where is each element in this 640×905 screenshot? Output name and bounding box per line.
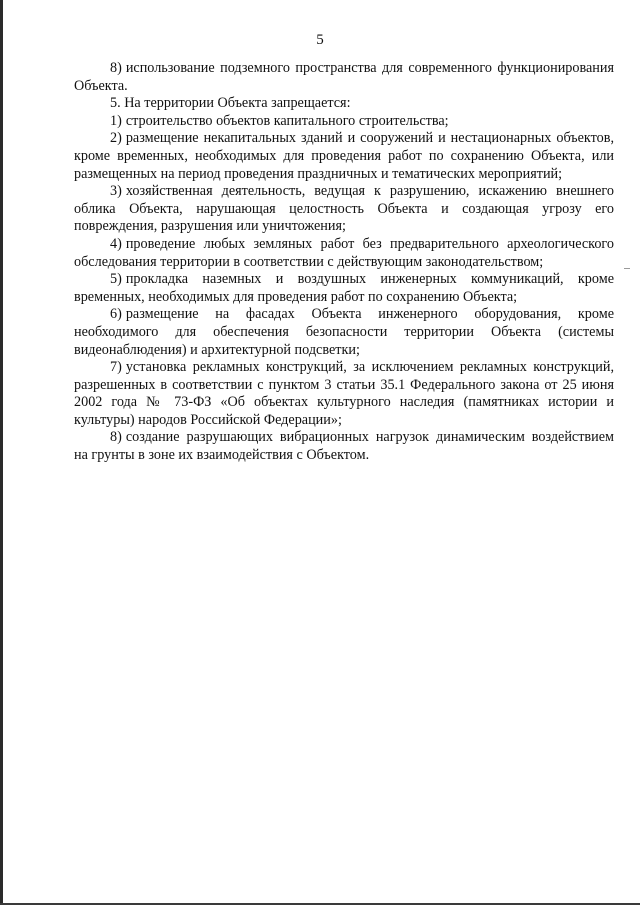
item-text: прокладка наземных и воздушных инженерных коммуникаций, кроме временных, необходимых для проведения работ по сохранению Объекта; bbox=[74, 271, 614, 305]
list-item bbox=[74, 306, 614, 359]
list-item bbox=[74, 236, 614, 271]
item-text: хозяйственная деятельность, ведущая к разрушению, искажению внешнего облика Объекта, нарушающая целостность Объекта и создающая угрозу его повреждения, разрушения или уничтожения; bbox=[74, 183, 614, 235]
document-body bbox=[74, 60, 614, 465]
item-text: размещение некапитальных зданий и сооружений и нестационарных объектов, кроме временных, необходимых для проведения работ по сохранению Объекта, или размещенных на период проведения праздничных и тематических мероприятий; bbox=[74, 130, 614, 182]
item-text: создание разрушающих вибрационных нагрузок динамическим воздействием на грунты в зоне их взаимодействия с Объектом. bbox=[74, 429, 614, 464]
item-number: 8) bbox=[110, 429, 122, 446]
page-number: 5 bbox=[316, 32, 324, 48]
item-number: 1) bbox=[110, 112, 122, 129]
item-text: использование подземного пространства для современного функционирования Объекта. bbox=[74, 60, 614, 94]
item-number: 3) bbox=[110, 183, 122, 200]
margin-mark bbox=[624, 268, 630, 269]
list-item bbox=[74, 271, 614, 306]
list-item bbox=[74, 183, 614, 236]
item-number: 5) bbox=[110, 271, 122, 288]
item-text: установка рекламных конструкций, за исключением рекламных конструкций, разрешенных в соответствии с пунктом 3 статьи 35.1 Федерального закона от 25 июня 2002 года № 73-ФЗ «Об объектах культурного наследия (памятниках истории и культуры) народов Российской Федерации»; bbox=[74, 359, 614, 428]
item-number: 2) bbox=[110, 130, 122, 147]
list-item bbox=[74, 60, 614, 95]
item-text: размещение на фасадах Объекта инженерного оборудования, кроме необходимого для обеспечения безопасности территории Объекта (системы видеонаблюдения) и архитектурной подсветки; bbox=[74, 306, 614, 358]
item-text: строительство объектов капитального строительства; bbox=[125, 112, 449, 129]
item-number: 7) bbox=[110, 359, 122, 376]
section-heading bbox=[74, 95, 614, 113]
item-number: 4) bbox=[110, 235, 122, 252]
list-item bbox=[74, 130, 614, 183]
item-number: 8) bbox=[110, 60, 122, 76]
list-item bbox=[74, 113, 614, 131]
list-item bbox=[74, 429, 614, 464]
item-text: проведение любых земляных работ без предварительного археологического обследования территории в соответствии с действующим законодательством; bbox=[74, 235, 614, 270]
scan-edge-left bbox=[0, 0, 3, 905]
section-heading-text: 5. На территории Объекта запрещается: bbox=[110, 95, 351, 112]
list-item bbox=[74, 359, 614, 429]
item-number: 6) bbox=[110, 306, 122, 323]
